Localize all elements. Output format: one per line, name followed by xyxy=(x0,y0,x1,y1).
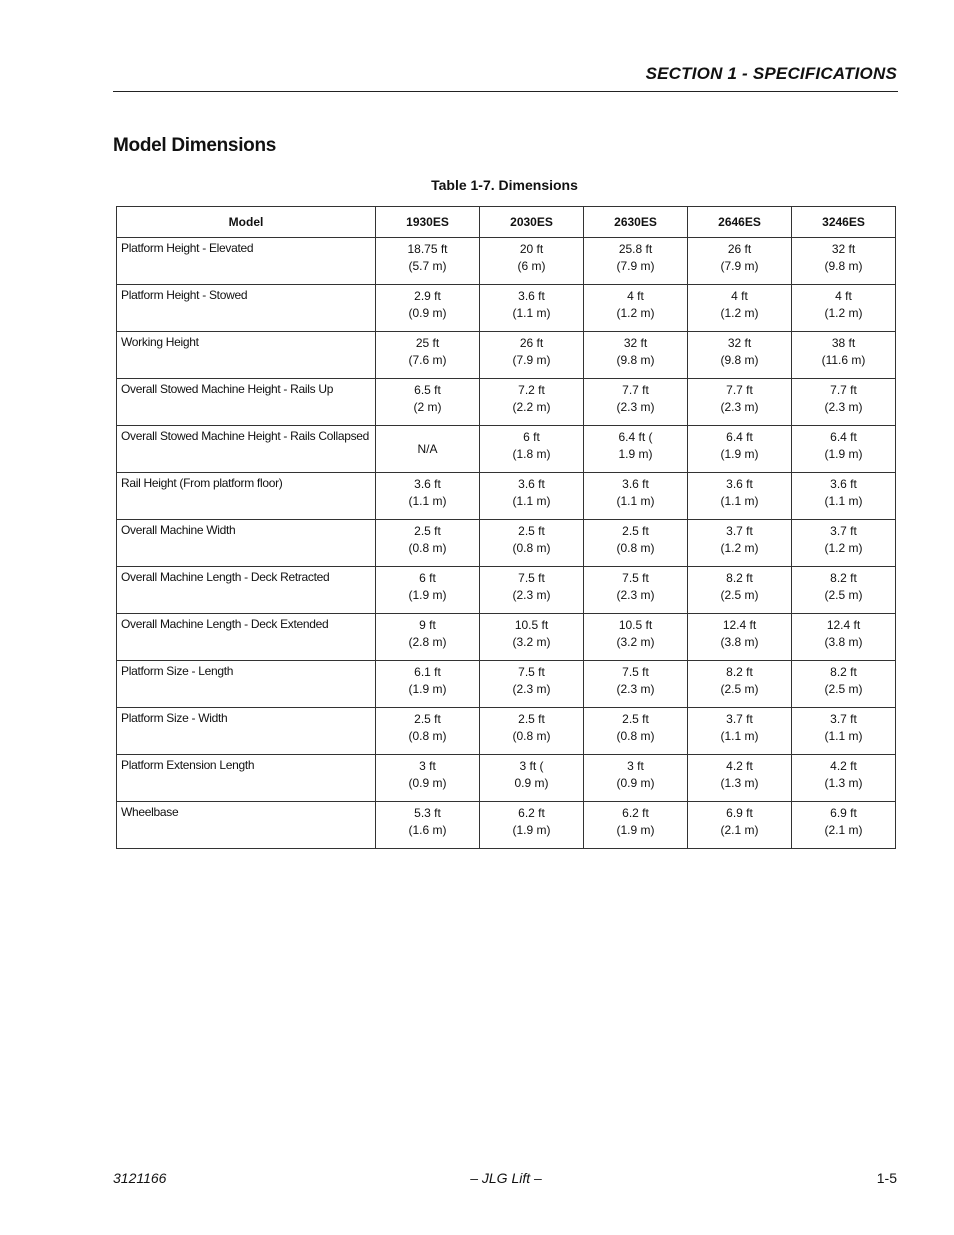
table-row xyxy=(117,802,896,849)
value-metric: (2.5 m) xyxy=(824,682,863,696)
value-metric: (9.8 m) xyxy=(824,259,863,273)
value-metric: (2.8 m) xyxy=(408,635,447,649)
value-metric: (0.9 m) xyxy=(408,306,447,320)
value-metric: (0.8 m) xyxy=(408,729,447,743)
value-imperial: 7.5 ft xyxy=(622,665,649,679)
table-row xyxy=(117,426,896,473)
table-cell xyxy=(792,520,896,567)
column-header: Model xyxy=(117,207,376,238)
value-metric: (0.8 m) xyxy=(616,541,655,555)
value-metric: (0.9 m) xyxy=(616,776,655,790)
value-metric: (11.6 m) xyxy=(821,353,866,367)
value-imperial: 26 ft xyxy=(519,336,544,350)
table-cell xyxy=(480,379,584,426)
value-imperial: 10.5 ft xyxy=(514,618,549,632)
table-row xyxy=(117,755,896,802)
table-cell xyxy=(688,238,792,285)
value-imperial: 2.5 ft xyxy=(622,712,649,726)
value-metric: (2.1 m) xyxy=(824,823,863,837)
value-imperial: 3.7 ft xyxy=(830,712,857,726)
value-metric: (1.2 m) xyxy=(824,306,863,320)
table-cell xyxy=(584,238,688,285)
value-imperial: 6.9 ft xyxy=(830,806,857,820)
table-cell xyxy=(584,473,688,520)
value-metric: (9.8 m) xyxy=(616,353,655,367)
value-imperial: 8.2 ft xyxy=(726,571,753,585)
value-imperial: 8.2 ft xyxy=(830,571,857,585)
table-header-row xyxy=(117,207,896,238)
value-metric: (6 m) xyxy=(517,259,546,273)
value-imperial: 2.9 ft xyxy=(414,289,441,303)
table-cell xyxy=(584,614,688,661)
table-row xyxy=(117,708,896,755)
value-metric: (2.3 m) xyxy=(720,400,759,414)
table-cell xyxy=(792,802,896,849)
value-imperial: 8.2 ft xyxy=(830,665,857,679)
value-metric: (1.1 m) xyxy=(720,494,759,508)
value-imperial: 38 ft xyxy=(831,336,856,350)
value-imperial: 3.6 ft xyxy=(414,477,441,491)
value-metric: (1.8 m) xyxy=(512,447,551,461)
value-metric: (1.9 m) xyxy=(616,823,655,837)
table-row xyxy=(117,473,896,520)
table-cell xyxy=(376,802,480,849)
value-imperial: 25 ft xyxy=(415,336,440,350)
value-metric: (0.9 m) xyxy=(408,776,447,790)
column-header: 1930ES xyxy=(376,207,480,238)
value-imperial: 4 ft xyxy=(627,289,644,303)
row-label: Overall Machine Length - Deck Retracted xyxy=(117,567,376,614)
value-imperial: 2.5 ft xyxy=(414,524,441,538)
value-imperial: 3.7 ft xyxy=(830,524,857,538)
value-imperial: 7.2 ft xyxy=(518,383,545,397)
table-cell xyxy=(480,473,584,520)
value-metric: (1.2 m) xyxy=(720,541,759,555)
value-metric: (1.1 m) xyxy=(824,494,863,508)
value-metric: (2.5 m) xyxy=(720,588,759,602)
table-cell xyxy=(792,426,896,473)
table-row xyxy=(117,285,896,332)
table-cell xyxy=(792,661,896,708)
value-metric: (3.8 m) xyxy=(720,635,759,649)
value-metric: (1.3 m) xyxy=(824,776,863,790)
value-imperial: N/A xyxy=(417,441,438,456)
value-imperial: 7.7 ft xyxy=(830,383,857,397)
row-label: Platform Size - Length xyxy=(117,661,376,708)
value-imperial: 9 ft xyxy=(419,618,436,632)
value-imperial: 6.2 ft xyxy=(622,806,649,820)
value-imperial: 6.4 ft xyxy=(726,430,753,444)
dimensions-table-container xyxy=(116,206,895,849)
page-title: Model Dimensions xyxy=(113,135,277,156)
value-metric: (0.8 m) xyxy=(512,541,551,555)
value-metric: (7.9 m) xyxy=(512,353,551,367)
table-row xyxy=(117,332,896,379)
table-cell xyxy=(584,708,688,755)
table-cell xyxy=(480,426,584,473)
value-metric: (3.2 m) xyxy=(616,635,655,649)
value-imperial: 32 ft xyxy=(623,336,648,350)
column-header: 2646ES xyxy=(688,207,792,238)
row-label: Overall Machine Width xyxy=(117,520,376,567)
value-imperial: 6.1 ft xyxy=(414,665,441,679)
value-imperial: 8.2 ft xyxy=(726,665,753,679)
table-cell xyxy=(792,614,896,661)
value-metric: (1.9 m) xyxy=(512,823,551,837)
value-metric: (7.6 m) xyxy=(408,353,447,367)
dimensions-table xyxy=(116,206,896,849)
table-body xyxy=(117,238,896,849)
table-cell xyxy=(376,426,480,473)
row-label: Platform Extension Length xyxy=(117,755,376,802)
table-cell xyxy=(792,473,896,520)
table-cell xyxy=(480,708,584,755)
table-row xyxy=(117,520,896,567)
value-metric: (2.3 m) xyxy=(512,588,551,602)
value-imperial: 6.5 ft xyxy=(414,383,441,397)
table-row xyxy=(117,614,896,661)
table-cell xyxy=(376,614,480,661)
section-title: SECTION 1 - SPECIFICATIONS xyxy=(645,64,897,83)
table-cell xyxy=(688,567,792,614)
value-metric: (1.6 m) xyxy=(408,823,447,837)
value-metric: (1.9 m) xyxy=(408,682,447,696)
row-label: Overall Stowed Machine Height - Rails Collapsed xyxy=(117,426,376,473)
value-metric: (1.1 m) xyxy=(824,729,863,743)
value-imperial: 10.5 ft xyxy=(618,618,653,632)
value-imperial: 7.5 ft xyxy=(622,571,649,585)
value-imperial: 6 ft xyxy=(419,571,436,585)
value-metric: (0.8 m) xyxy=(408,541,447,555)
value-imperial: 3.7 ft xyxy=(726,524,753,538)
table-cell xyxy=(480,614,584,661)
value-metric: (2.3 m) xyxy=(512,682,551,696)
table-cell xyxy=(376,661,480,708)
table-cell xyxy=(376,332,480,379)
row-label: Platform Height - Elevated xyxy=(117,238,376,285)
value-imperial: 4 ft xyxy=(731,289,748,303)
table-cell xyxy=(688,755,792,802)
table-cell xyxy=(584,755,688,802)
table-cell xyxy=(376,285,480,332)
table-cell xyxy=(480,755,584,802)
value-metric: 0.9 m) xyxy=(514,776,549,790)
table-cell xyxy=(480,802,584,849)
table-cell xyxy=(688,473,792,520)
value-imperial: 32 ft xyxy=(727,336,752,350)
row-label: Overall Stowed Machine Height - Rails Up xyxy=(117,379,376,426)
table-cell xyxy=(584,332,688,379)
value-metric: (0.8 m) xyxy=(512,729,551,743)
value-metric: (2.3 m) xyxy=(824,400,863,414)
table-caption: Table 1-7. Dimensions xyxy=(431,177,578,193)
column-header: 2030ES xyxy=(480,207,584,238)
value-imperial: 32 ft xyxy=(831,242,856,256)
value-imperial: 2.5 ft xyxy=(622,524,649,538)
table-cell xyxy=(584,379,688,426)
value-imperial: 6.4 ft ( xyxy=(618,430,653,444)
column-header: 3246ES xyxy=(792,207,896,238)
value-metric: (2.2 m) xyxy=(512,400,551,414)
value-imperial: 18.75 ft xyxy=(407,242,448,256)
table-cell xyxy=(688,661,792,708)
table-cell xyxy=(688,285,792,332)
value-metric: (3.2 m) xyxy=(512,635,551,649)
table-row xyxy=(117,379,896,426)
value-imperial: 6.4 ft xyxy=(830,430,857,444)
row-label: Overall Machine Length - Deck Extended xyxy=(117,614,376,661)
value-metric: (5.7 m) xyxy=(408,259,447,273)
value-metric: (2.5 m) xyxy=(824,588,863,602)
page-number: 1-5 xyxy=(876,1170,897,1186)
value-imperial: 3.6 ft xyxy=(518,477,545,491)
value-metric: (1.9 m) xyxy=(824,447,863,461)
table-cell xyxy=(792,379,896,426)
value-imperial: 3.6 ft xyxy=(726,477,753,491)
value-metric: (2.3 m) xyxy=(616,400,655,414)
value-metric: (1.9 m) xyxy=(408,588,447,602)
table-row xyxy=(117,661,896,708)
table-cell xyxy=(376,567,480,614)
value-metric: (2.3 m) xyxy=(616,682,655,696)
value-imperial: 6.9 ft xyxy=(726,806,753,820)
table-cell xyxy=(688,426,792,473)
value-imperial: 26 ft xyxy=(727,242,752,256)
value-imperial: 2.5 ft xyxy=(518,712,545,726)
value-metric: (3.8 m) xyxy=(824,635,863,649)
value-imperial: 6 ft xyxy=(523,430,540,444)
table-cell xyxy=(792,285,896,332)
value-metric: (7.9 m) xyxy=(616,259,655,273)
table-cell xyxy=(584,426,688,473)
table-cell xyxy=(480,238,584,285)
value-imperial: 3 ft ( xyxy=(519,759,544,773)
value-metric: (1.9 m) xyxy=(720,447,759,461)
row-label: Wheelbase xyxy=(117,802,376,849)
value-imperial: 7.7 ft xyxy=(726,383,753,397)
table-cell xyxy=(792,567,896,614)
table-cell xyxy=(792,708,896,755)
table-row xyxy=(117,238,896,285)
value-metric: (2.5 m) xyxy=(720,682,759,696)
value-imperial: 6.2 ft xyxy=(518,806,545,820)
value-metric: (1.1 m) xyxy=(512,494,551,508)
value-imperial: 3.7 ft xyxy=(726,712,753,726)
value-imperial: 3 ft xyxy=(419,759,436,773)
value-metric: (7.9 m) xyxy=(720,259,759,273)
row-label: Working Height xyxy=(117,332,376,379)
table-cell xyxy=(688,379,792,426)
table-cell xyxy=(688,708,792,755)
value-imperial: 3 ft xyxy=(627,759,644,773)
table-cell xyxy=(376,755,480,802)
table-cell xyxy=(480,285,584,332)
column-header: 2630ES xyxy=(584,207,688,238)
value-imperial: 7.7 ft xyxy=(622,383,649,397)
table-cell xyxy=(584,567,688,614)
value-metric: (1.1 m) xyxy=(616,494,655,508)
value-imperial: 12.4 ft xyxy=(722,618,757,632)
value-imperial: 4 ft xyxy=(835,289,852,303)
table-cell xyxy=(688,332,792,379)
value-metric: (1.1 m) xyxy=(408,494,447,508)
table-cell xyxy=(688,520,792,567)
table-cell xyxy=(688,614,792,661)
table-cell xyxy=(480,661,584,708)
value-metric: (2.3 m) xyxy=(616,588,655,602)
value-imperial: 12.4 ft xyxy=(826,618,861,632)
value-imperial: 25.8 ft xyxy=(618,242,653,256)
value-imperial: 7.5 ft xyxy=(518,571,545,585)
table-cell xyxy=(480,520,584,567)
value-metric: (1.1 m) xyxy=(512,306,551,320)
value-metric: (9.8 m) xyxy=(720,353,759,367)
table-cell xyxy=(584,661,688,708)
row-label: Platform Height - Stowed xyxy=(117,285,376,332)
value-metric: (1.1 m) xyxy=(720,729,759,743)
table-cell xyxy=(376,379,480,426)
value-metric: (1.2 m) xyxy=(616,306,655,320)
value-imperial: 7.5 ft xyxy=(518,665,545,679)
table-cell xyxy=(584,285,688,332)
table-cell xyxy=(480,332,584,379)
value-imperial: 3.6 ft xyxy=(518,289,545,303)
row-label: Platform Size - Width xyxy=(117,708,376,755)
row-label: Rail Height (From platform floor) xyxy=(117,473,376,520)
value-metric: (1.3 m) xyxy=(720,776,759,790)
value-imperial: 20 ft xyxy=(519,242,544,256)
value-metric: 1.9 m) xyxy=(618,447,653,461)
table-row xyxy=(117,567,896,614)
value-imperial: 2.5 ft xyxy=(518,524,545,538)
value-imperial: 4.2 ft xyxy=(830,759,857,773)
table-cell xyxy=(584,802,688,849)
table-cell xyxy=(584,520,688,567)
table-cell xyxy=(792,332,896,379)
table-cell xyxy=(376,520,480,567)
table-cell xyxy=(480,567,584,614)
table-cell xyxy=(792,238,896,285)
value-imperial: 5.3 ft xyxy=(414,806,441,820)
table-cell xyxy=(376,708,480,755)
value-imperial: 2.5 ft xyxy=(414,712,441,726)
document-number: 3121166 xyxy=(113,1170,167,1186)
table-cell xyxy=(792,755,896,802)
value-metric: (0.8 m) xyxy=(616,729,655,743)
value-metric: (1.2 m) xyxy=(720,306,759,320)
value-imperial: 3.6 ft xyxy=(622,477,649,491)
header-rule xyxy=(113,91,898,92)
value-metric: (2 m) xyxy=(413,400,442,414)
footer-brand: – JLG Lift – xyxy=(470,1170,542,1186)
value-metric: (2.1 m) xyxy=(720,823,759,837)
table-cell xyxy=(376,473,480,520)
value-imperial: 3.6 ft xyxy=(830,477,857,491)
table-cell xyxy=(376,238,480,285)
value-metric: (1.2 m) xyxy=(824,541,863,555)
value-imperial: 4.2 ft xyxy=(726,759,753,773)
table-cell xyxy=(688,802,792,849)
